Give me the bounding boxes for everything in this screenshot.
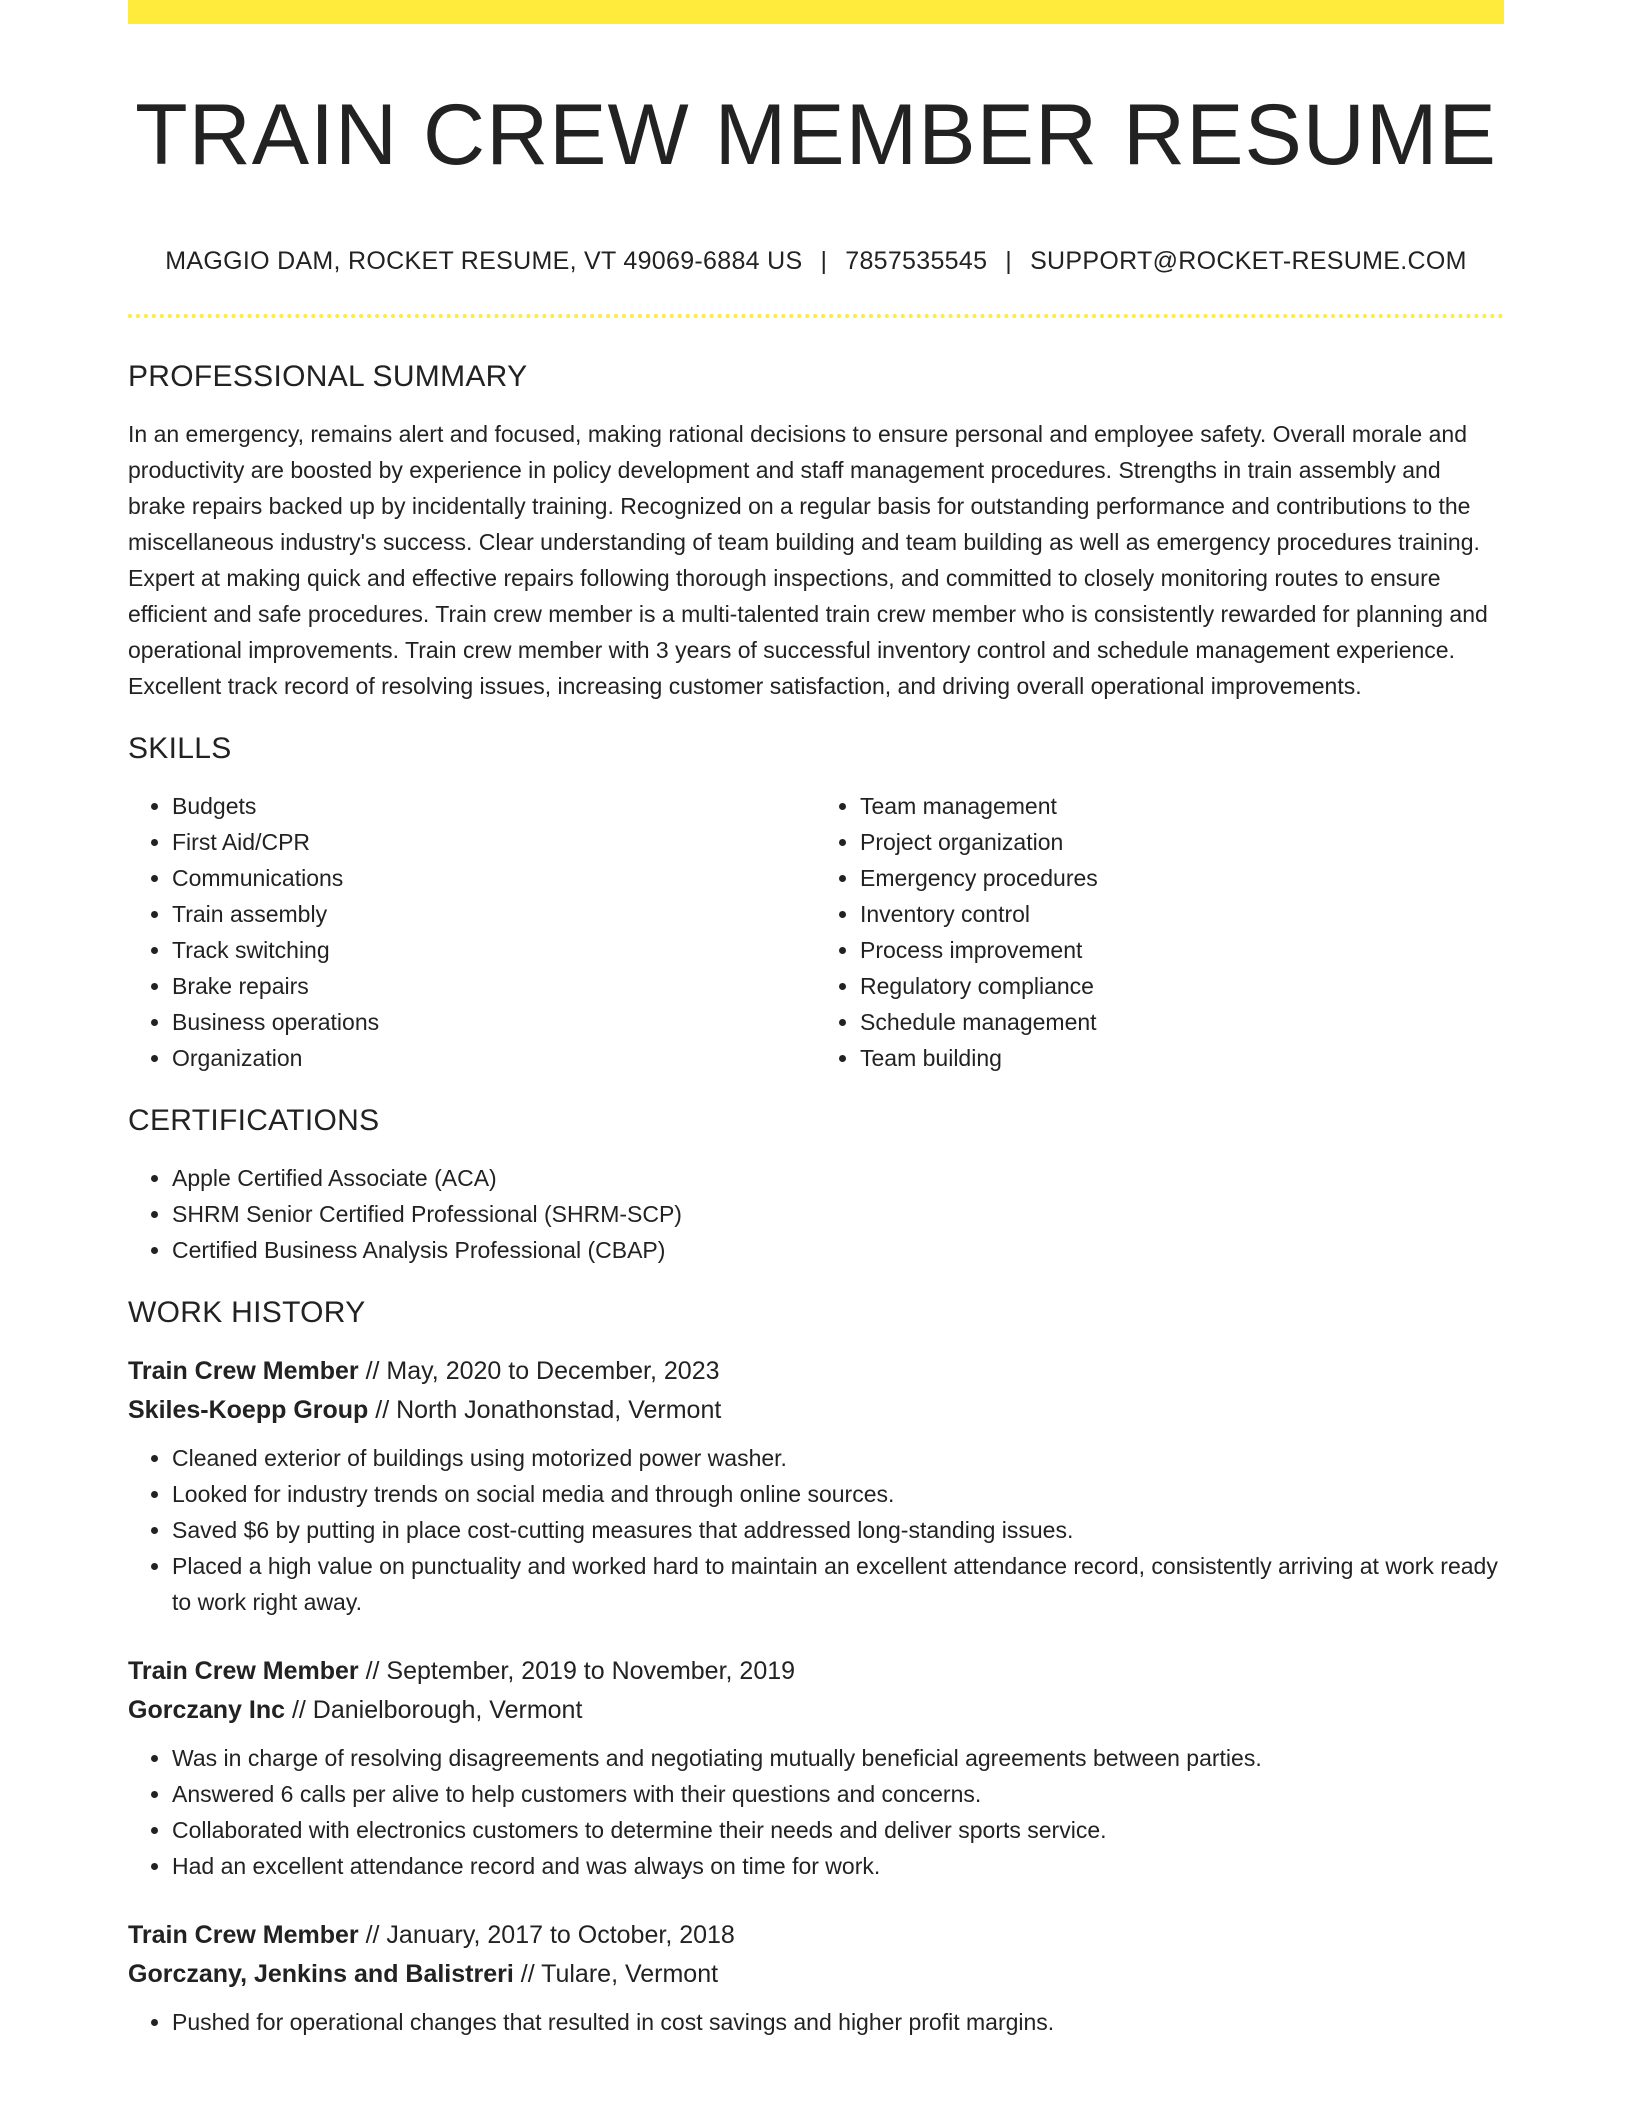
job-company: Gorczany, Jenkins and Balistreri bbox=[128, 1960, 514, 1989]
work-history-heading: WORK HISTORY bbox=[128, 1296, 366, 1330]
certifications-list bbox=[128, 1160, 1504, 1268]
job-location: // Danielborough, Vermont bbox=[291, 1696, 583, 1725]
contact-address: MAGGIO DAM, ROCKET RESUME, VT 49069-6884 US bbox=[165, 247, 803, 276]
job-role-line bbox=[128, 1352, 1504, 1391]
job-bullets bbox=[128, 1440, 1504, 1620]
skill-item: • Team management bbox=[860, 788, 1504, 824]
job-bullet: • Answered 6 calls per alive to help customers with their questions and concerns. bbox=[172, 1776, 1504, 1812]
job-company-line bbox=[128, 1955, 1504, 1994]
page-title: TRAIN CREW MEMBER RESUME bbox=[135, 87, 1497, 183]
contact-phone: 7857535545 bbox=[845, 247, 988, 276]
skill-item: • First Aid/CPR bbox=[172, 824, 816, 860]
job-bullets bbox=[128, 1740, 1504, 1884]
skill-item: • Communications bbox=[172, 860, 816, 896]
job-role-line bbox=[128, 1916, 1504, 1955]
skill-item: • Brake repairs bbox=[172, 968, 816, 1004]
skill-item: • Schedule management bbox=[860, 1004, 1504, 1040]
job-entry bbox=[128, 1916, 1504, 2040]
job-location: // Tulare, Vermont bbox=[520, 1960, 719, 1989]
skill-item: • Team building bbox=[860, 1040, 1504, 1076]
skills-heading: SKILLS bbox=[128, 732, 232, 766]
dotted-divider bbox=[128, 314, 1504, 318]
skill-item: • Process improvement bbox=[860, 932, 1504, 968]
job-bullet: • Collaborated with electronics customers to determine their needs and deliver sports service. bbox=[172, 1812, 1504, 1848]
skill-item: • Budgets bbox=[172, 788, 816, 824]
certification-item: • Certified Business Analysis Professional (CBAP) bbox=[172, 1232, 1504, 1268]
skill-item: • Train assembly bbox=[172, 896, 816, 932]
job-entry bbox=[128, 1352, 1504, 1620]
job-bullets bbox=[128, 2004, 1504, 2040]
job-dates: // May, 2020 to December, 2023 bbox=[365, 1357, 720, 1386]
skill-item: • Organization bbox=[172, 1040, 816, 1076]
skills-columns bbox=[128, 788, 1504, 1076]
job-entry bbox=[128, 1652, 1504, 1884]
contact-email: SUPPORT@ROCKET-RESUME.COM bbox=[1030, 247, 1467, 276]
job-company: Skiles-Koepp Group bbox=[128, 1396, 369, 1425]
job-role: Train Crew Member bbox=[128, 1357, 359, 1386]
job-bullet: • Looked for industry trends on social media and through online sources. bbox=[172, 1476, 1504, 1512]
job-company-line bbox=[128, 1691, 1504, 1730]
job-bullet: • Placed a high value on punctuality and worked hard to maintain an excellent attendance record, consistently arriving at work ready to work right away. bbox=[172, 1548, 1504, 1620]
skill-item: • Inventory control bbox=[860, 896, 1504, 932]
certifications-section bbox=[128, 1104, 1504, 1268]
certification-item: • Apple Certified Associate (ACA) bbox=[172, 1160, 1504, 1196]
certification-item: • SHRM Senior Certified Professional (SHRM-SCP) bbox=[172, 1196, 1504, 1232]
summary-heading: PROFESSIONAL SUMMARY bbox=[128, 360, 528, 394]
job-role: Train Crew Member bbox=[128, 1921, 359, 1950]
work-history-section bbox=[128, 1296, 1504, 2040]
job-role-line bbox=[128, 1652, 1504, 1691]
job-bullet: • Cleaned exterior of buildings using motorized power washer. bbox=[172, 1440, 1504, 1476]
summary-section bbox=[128, 360, 1504, 704]
job-location: // North Jonathonstad, Vermont bbox=[375, 1396, 722, 1425]
contact-line bbox=[128, 247, 1504, 276]
skill-item: • Project organization bbox=[860, 824, 1504, 860]
contact-separator: | bbox=[1005, 247, 1013, 276]
job-bullet: • Pushed for operational changes that resulted in cost savings and higher profit margins. bbox=[172, 2004, 1504, 2040]
job-bullet: • Saved $6 by putting in place cost-cutting measures that addressed long-standing issues. bbox=[172, 1512, 1504, 1548]
skill-item: • Business operations bbox=[172, 1004, 816, 1040]
contact-separator: | bbox=[820, 247, 828, 276]
skills-left-list bbox=[128, 788, 816, 1076]
job-bullet: • Had an excellent attendance record and was always on time for work. bbox=[172, 1848, 1504, 1884]
job-bullet: • Was in charge of resolving disagreements and negotiating mutually beneficial agreements between parties. bbox=[172, 1740, 1504, 1776]
skill-item: • Track switching bbox=[172, 932, 816, 968]
skill-item: • Emergency procedures bbox=[860, 860, 1504, 896]
skills-section bbox=[128, 732, 1504, 1076]
resume-page bbox=[128, 0, 1504, 2040]
skill-item: • Regulatory compliance bbox=[860, 968, 1504, 1004]
job-dates: // September, 2019 to November, 2019 bbox=[365, 1657, 796, 1686]
job-company-line bbox=[128, 1391, 1504, 1430]
top-accent-bar bbox=[128, 0, 1504, 24]
job-dates: // January, 2017 to October, 2018 bbox=[365, 1921, 735, 1950]
summary-text: In an emergency, remains alert and focused, making rational decisions to ensure personal and employee safety. Overall morale and productivity are boosted by experience in policy development and staff management procedures. Strengths in train assembly and brake repairs backed up by incidentally training. Recognized on a regular basis for outstanding performance and contributions to the miscellaneous industry's success. Clear understanding of team building and team building as well as emergency procedures training. Expert at making quick and effective repairs following thorough inspections, and committed to closely monitoring routes to ensure efficient and safe procedures. Train crew member is a multi-talented train crew member who is consistently rewarded for planning and operational improvements. Train crew member with 3 years of successful inventory control and schedule management experience. Excellent track record of resolving issues, increasing customer satisfaction, and driving overall operational improvements. bbox=[128, 421, 1488, 700]
job-role: Train Crew Member bbox=[128, 1657, 359, 1686]
job-company: Gorczany Inc bbox=[128, 1696, 285, 1725]
certifications-heading: CERTIFICATIONS bbox=[128, 1104, 380, 1138]
skills-right-list bbox=[816, 788, 1504, 1076]
